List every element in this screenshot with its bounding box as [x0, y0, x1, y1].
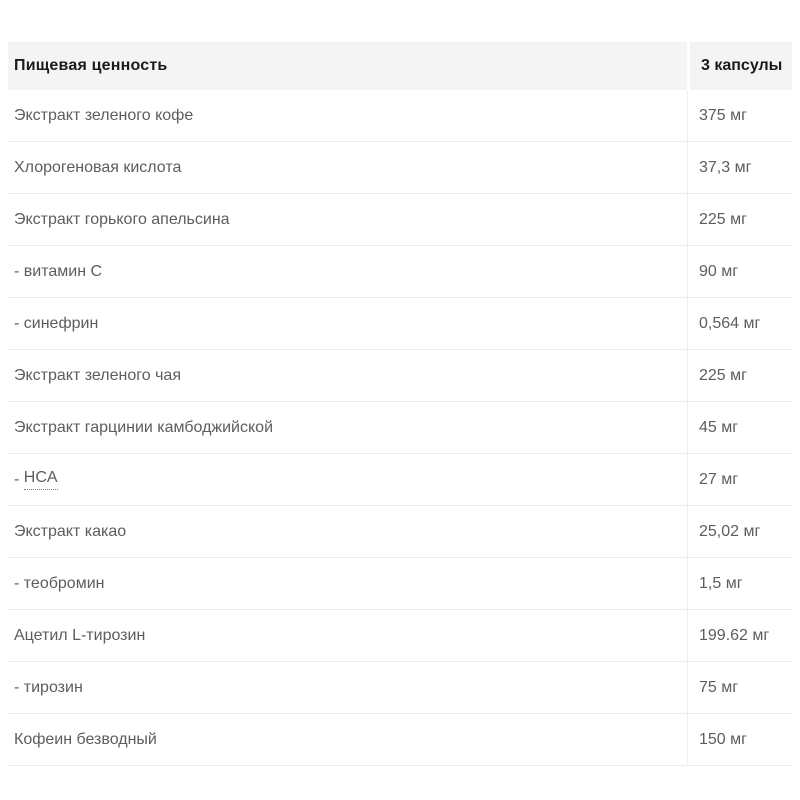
ingredient-name-cell [8, 610, 687, 661]
ingredient-label: Кофеин безводный [14, 730, 157, 748]
amount-value: 225 мг [699, 210, 747, 228]
table-header-name: Пищевая ценность [14, 57, 168, 74]
table-row [8, 142, 792, 194]
table-row [8, 714, 792, 766]
table-row [8, 194, 792, 246]
amount-value: 27 мг [699, 470, 739, 488]
amount-cell [687, 142, 792, 193]
ingredient-name-cell [8, 194, 687, 245]
ingredient-name-cell [8, 142, 687, 193]
table-row [8, 558, 792, 610]
table-row [8, 402, 792, 454]
amount-cell [687, 662, 792, 713]
amount-cell [687, 454, 792, 505]
table-header-row [8, 42, 792, 90]
amount-value: 75 мг [699, 678, 739, 696]
nutrition-table [8, 42, 792, 766]
table-row [8, 350, 792, 402]
amount-value: 150 мг [699, 730, 747, 748]
ingredient-name-cell [8, 662, 687, 713]
amount-value: 90 мг [699, 262, 739, 280]
amount-value: 199.62 мг [699, 626, 770, 644]
ingredient-name-cell [8, 506, 687, 557]
ingredient-name-cell [8, 350, 687, 401]
ingredient-name-cell [8, 90, 687, 141]
table-row [8, 610, 792, 662]
amount-value: 25,02 мг [699, 522, 761, 540]
amount-value: 225 мг [699, 366, 747, 384]
ingredient-name-cell [8, 402, 687, 453]
amount-cell [687, 714, 792, 765]
ingredient-name-cell [8, 714, 687, 765]
ingredient-prefix: - [14, 262, 24, 280]
ingredient-label: Экстракт гарцинии камбоджийской [14, 418, 274, 436]
table-row [8, 454, 792, 506]
ingredient-name-cell [8, 246, 687, 297]
ingredient-label: Экстракт зеленого кофе [14, 106, 194, 124]
ingredient-prefix: - [14, 314, 24, 332]
table-body [8, 90, 792, 766]
ingredient-label: витамин C [23, 262, 103, 280]
table-row [8, 246, 792, 298]
table-row [8, 506, 792, 558]
amount-value: 37,3 мг [699, 158, 752, 176]
amount-cell [687, 610, 792, 661]
amount-value: 375 мг [699, 106, 747, 124]
amount-cell [687, 90, 792, 141]
ingredient-name-cell [8, 558, 687, 609]
amount-cell [687, 194, 792, 245]
amount-cell [687, 402, 792, 453]
amount-cell [687, 350, 792, 401]
ingredient-prefix: - [14, 574, 24, 592]
amount-cell [687, 558, 792, 609]
ingredient-label: Ацетил L-тирозин [14, 626, 146, 644]
ingredient-label[interactable]: HCA [24, 469, 58, 490]
amount-value: 0,564 мг [699, 314, 761, 332]
ingredient-label: Экстракт горького апельсина [14, 210, 230, 228]
ingredient-label: теобромин [23, 574, 105, 592]
table-header-amount: 3 капсулы [687, 42, 792, 90]
table-row [8, 90, 792, 142]
ingredient-label: Экстракт зеленого чая [14, 366, 181, 384]
amount-cell [687, 506, 792, 557]
ingredient-prefix: - [14, 678, 24, 696]
ingredient-label: синефрин [23, 314, 99, 332]
amount-cell [687, 298, 792, 349]
ingredient-label: тирозин [23, 678, 83, 696]
ingredient-name-cell [8, 298, 687, 349]
ingredient-label: Экстракт какао [14, 522, 127, 540]
ingredient-prefix: - [14, 470, 24, 488]
ingredient-label: Хлорогеновая кислота [14, 158, 182, 176]
amount-value: 1,5 мг [699, 574, 743, 592]
table-row [8, 298, 792, 350]
amount-cell [687, 246, 792, 297]
ingredient-name-cell [8, 454, 687, 505]
amount-value: 45 мг [699, 418, 739, 436]
table-row [8, 662, 792, 714]
